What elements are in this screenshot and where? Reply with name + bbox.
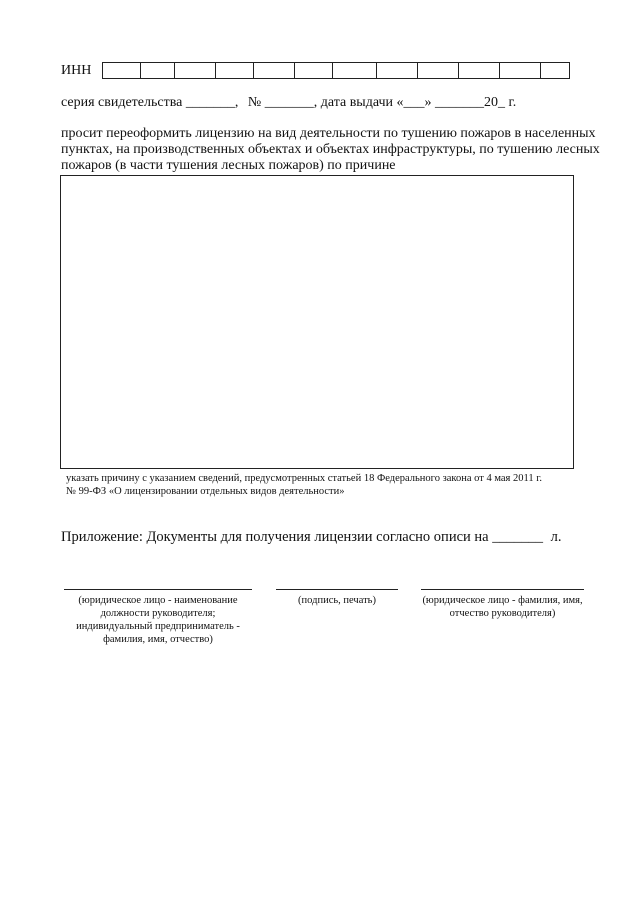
request-text-line: пунктах, на производственных объектах и объектах инфраструктуры, по тушению лесных [61,142,600,157]
caption-line: (подпись, печать) [298,595,376,606]
certificate-line [61,95,516,111]
inn-digit-cell[interactable] [540,62,570,79]
signature-line-name[interactable] [421,589,584,590]
inn-input-grid[interactable] [103,62,570,79]
inn-digit-cell[interactable] [376,62,418,79]
number-label: № [247,95,262,110]
position-caption [52,594,264,646]
inn-label: ИНН [61,63,92,78]
signature-line-sign[interactable] [276,589,398,590]
inn-digit-cell[interactable] [417,62,459,79]
inn-digit-cell[interactable] [253,62,295,79]
year-suffix: г. [508,95,517,110]
attachment-pages-field[interactable]: _______ [492,529,543,545]
month-separator: » [424,95,432,110]
inn-digit-cell[interactable] [140,62,175,79]
inn-digit-cell[interactable] [294,62,333,79]
caption-line: должности руководителя; [100,608,216,619]
inn-digit-cell[interactable] [499,62,541,79]
year-prefix: 20 [484,95,499,110]
attachment-text: Приложение: Документы для получения лицензии согласно описи на [61,529,489,545]
series-field[interactable]: _______, [185,95,239,110]
caption-line: фамилия, имя, отчество) [103,634,213,645]
inn-digit-cell[interactable] [215,62,254,79]
sign-caption [276,594,398,607]
attachment-line [61,529,561,546]
inn-digit-cell[interactable] [174,62,216,79]
reason-hint-line: № 99-ФЗ «О лицензировании отдельных видов деятельности» [66,486,345,497]
reason-textarea[interactable] [60,175,574,469]
month-field[interactable]: _______ [435,95,485,110]
date-label: дата выдачи « [320,95,404,110]
caption-line: (юридическое лицо - фамилия, имя, [422,595,583,606]
number-field[interactable]: _______, [264,95,318,110]
request-text-line: просит переоформить лицензию на вид деятельности по тушению пожаров в населенных [61,126,596,141]
inn-digit-cell[interactable] [102,62,141,79]
year-field[interactable]: _ [498,95,506,110]
attachment-suffix: л. [550,529,562,545]
caption-line: отчество руководителя) [449,608,556,619]
day-field[interactable]: ___ [403,95,425,110]
name-caption [411,594,594,620]
signature-line-position[interactable] [64,589,252,590]
request-text-line: пожаров (в части тушения лесных пожаров) по причине [61,158,396,173]
caption-line: (юридическое лицо - наименование [78,595,238,606]
caption-line: индивидуальный предприниматель - [76,621,240,632]
series-label: серия свидетельства [61,95,183,110]
inn-digit-cell[interactable] [458,62,500,79]
reason-hint-line: указать причину с указанием сведений, предусмотренных статьей 18 Федерального закона от 4 мая 2011 г. [66,473,542,484]
inn-digit-cell[interactable] [332,62,377,79]
